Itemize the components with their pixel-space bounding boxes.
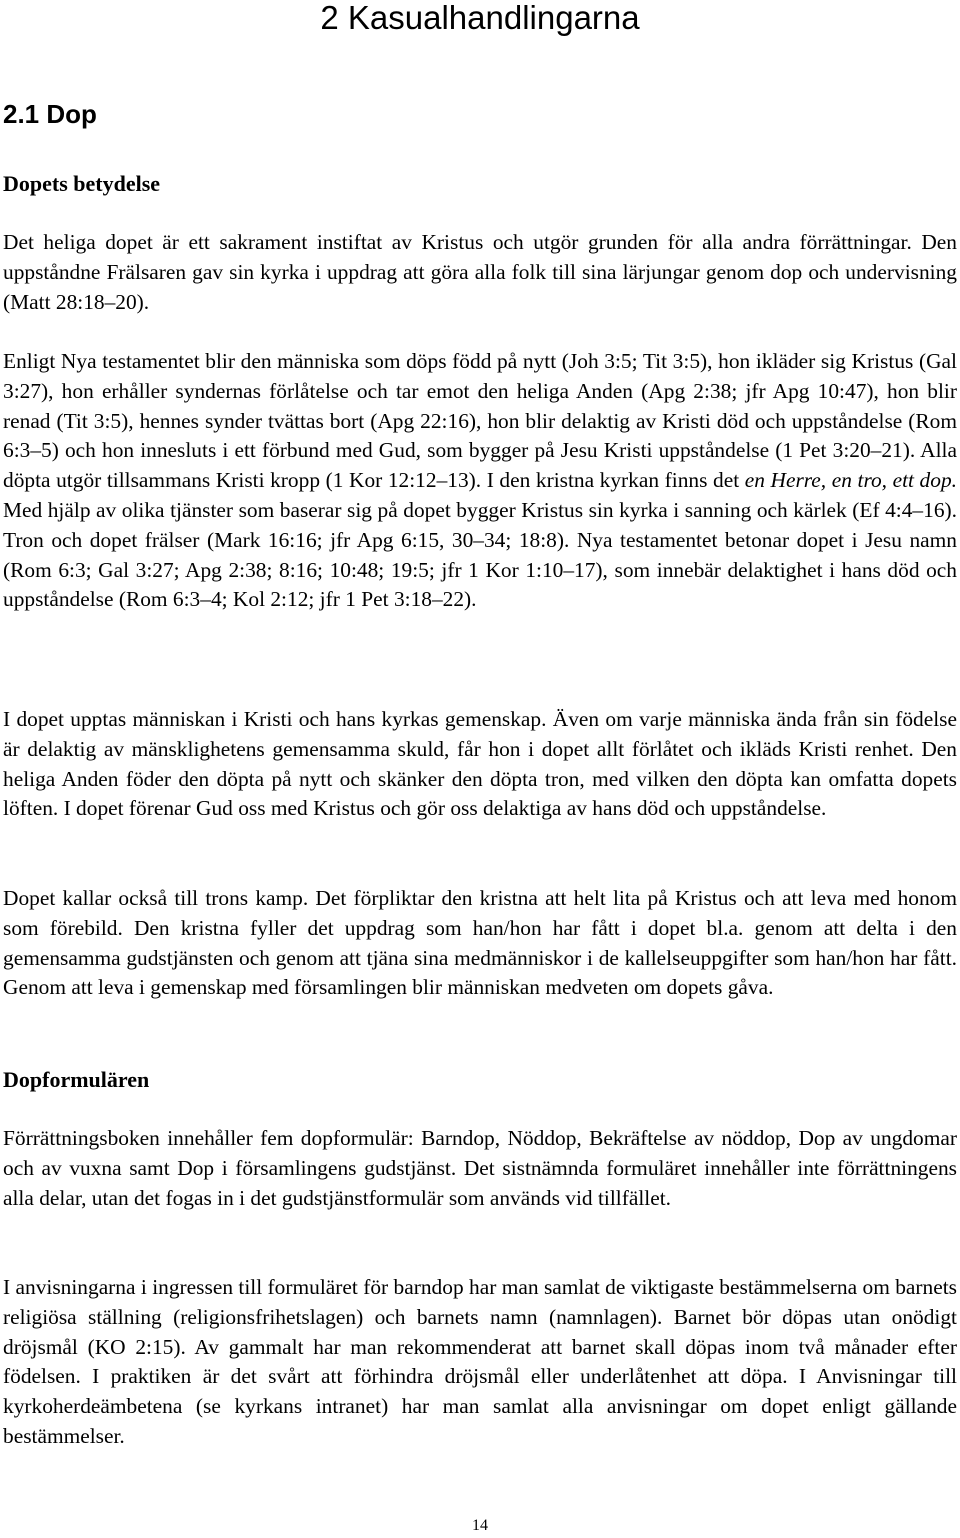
paragraph-trons-kamp: Dopet kallar också till trons kamp. Det förpliktar den kristna att helt lita på Kristus och att leva med honom som förebild. Den kristna fyller det uppdrag som han/hon har fått i dopet bl.a. genom att delta i den gemensamma gudstjänsten och genom att tjäna sina medmänniskor i de kallelseuppgifter som han/hon har fått. Genom att leva i gemenskap med församlingen blir människan medveten om dopets gåva. xyxy=(3,886,957,1000)
paragraph-dopet-gemenskap: I dopet upptas människan i Kristi och hans kyrkas gemenskap. Även om varje människa ända från sin födelse är delaktig av mänsklighetens gemensamma skuld, får hon i dopet allt förlåtet och ikläds Kristi renhet. Den heliga Anden föder den döpta på nytt och skänker den döpta tron, med vilken den döpta kan omfatta dopets löften. I dopet förenar Gud oss med Kristus och gör oss delaktiga av hans död och uppståndelse. xyxy=(3,707,957,821)
paragraph-nya-testamentet-text-2: Med hjälp av olika tjänster som baserar sig på dopet bygger Kristus sin kyrka i sanning och kärlek (Ef 4:4–16). Tron och dopet frälser (Mark 16:16; jfr Apg 6:15, 30–34; 18:8). Nya testamentet betonar dopet i Jesu namn (Rom 6:3; Gal 3:27; Apg 2:38; 8:16; 10:48; 19:5; jfr 1 Kor 1:10–17), som innebär delaktighet i hans död och uppståndelse (Rom 6:3–4; Kol 2:12; jfr 1 Pet 3:18–22). xyxy=(3,497,957,612)
page-number: 14 xyxy=(472,1517,488,1534)
paragraph-nya-testamentet xyxy=(3,347,957,615)
subheading-dopets-betydelse: Dopets betydelse xyxy=(3,171,161,196)
paragraph-nya-testamentet-italic: en Herre, en tro, ett dop. xyxy=(744,468,957,493)
paragraph-anvisningarna: I anvisningarna i ingressen till formuläret för barndop har man samlat de viktigaste bestämmelserna om barnets religiösa ställning (religionsfrihetslagen) och barnets namn (namnlagen). Barnet bör döpas utan onödigt dröjsmål (KO 2:15). Av gammalt har man rekommenderat att barnet skall döpas inom två månader efter födelsen. I praktiken är det svårt att förhindra dröjsmål eller underlåtenhet att döpa. I Anvisningar till kyrkoherdeämbetena (se kyrkans intranet) har man samlat alla anvisningar om dopet enligt gällande bestämmelser. xyxy=(3,1275,957,1448)
subheading-dopformularen: Dopformulären xyxy=(3,1067,150,1092)
paragraph-nya-testamentet-text-1: Enligt Nya testamentet blir den människa som döps född på nytt (Joh 3:5; Tit 3:5), hon ikläder sig Kristus (Gal 3:27), hon erhåller syndernas förlåtelse och tar emot den heliga Anden (Apg 2:38; jfr Apg 10:47), hon blir renad (Tit 3:5), hennes synder tvättas bort (Apg 22:16), hon blir delaktig av Kristi död och uppståndelse (Rom 6:3–5) och hon innesluts i ett förbund med Gud, som bygger på Jesu Kristi uppståndelse (1 Pet 3:20–21). Alla döpta utgör tillsammans Kristi kropp (1 Kor 12:12–13). I den kristna kyrkan finns det xyxy=(3,349,957,493)
section-title: 2.1 Dop xyxy=(3,99,97,129)
paragraph-forrattningsboken: Förrättningsboken innehåller fem dopformulär: Barndop, Nöddop, Bekräftelse av nöddop, Dop av ungdomar och av vuxna samt Dop i församlingens gudstjänst. Det sistnämnda formuläret innehåller inte förrättningens alla delar, utan det fogas in i det gudstjänstformulär som används vid tillfället. xyxy=(3,1126,957,1210)
paragraph-dopet-sakrament: Det heliga dopet är ett sakrament instiftat av Kristus och utgör grunden för alla andra förrättningar. Den uppståndne Frälsaren gav sin kyrka i uppdrag att göra alla folk till sina lärjungar genom dop och undervisning (Matt 28:18–20). xyxy=(3,230,957,314)
chapter-title: 2 Kasualhandlingarna xyxy=(320,0,640,36)
